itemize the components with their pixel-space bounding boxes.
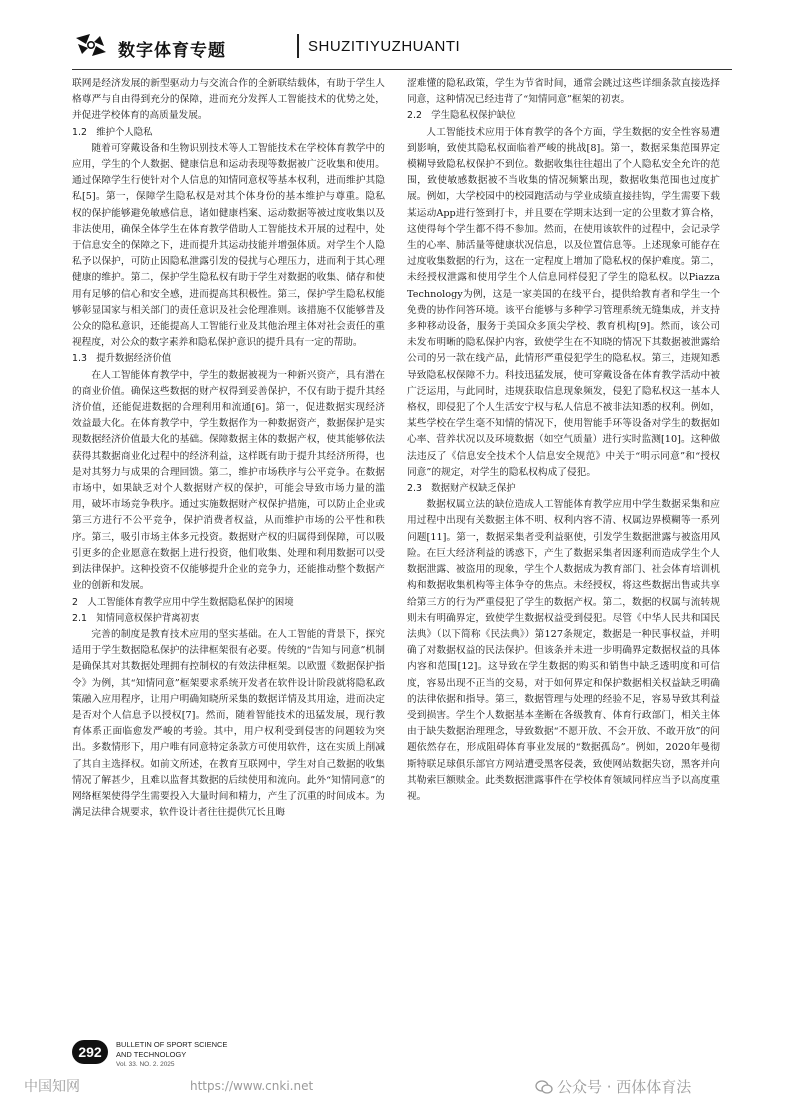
section-heading: 2.2 学生隐私权保护缺位 <box>407 110 516 122</box>
paragraph-continued: 联网是经济发展的新型驱动力与交流合作的全新联结载体，有助于学生人格尊严与自由得到充分的保障，进而充分发挥人工智能技术的优势之处，并促进学校体育的高质量发展。 <box>72 78 385 122</box>
wechat-watermark <box>535 1076 691 1097</box>
wechat-watermark-text: 公众号 · 西体体育法 <box>557 1078 692 1096</box>
volume-info: Vol. 33. NO. 2. 2025 <box>116 1061 175 1068</box>
section-heading: 2 人工智能体育教学应用中学生数据隐私保护的困境 <box>72 596 294 608</box>
bulletin-line-2: AND TECHNOLOGY <box>116 1050 187 1059</box>
bulletin-line-1: BULLETIN OF SPORT SCIENCE <box>116 1040 228 1049</box>
paragraph: 数据权属立法的缺位造成人工智能体育教学应用中学生数据采集和应用过程中出现有关数据主体不明、权利内容不清、权属边界模糊等一系列问题[11]。第一，数据采集者受利益驱使，引发学生数据泄露与被盗用风险。在巨大经济利益的诱惑下，产生了数据采集者因逐利而造成学生个人数据泄露、被盗用的现象，学生个人数据成为教育部门、社会体育培训机构和数据收集机构等主体争夺的焦点。未经授权，将这些数据出售或共享给第三方的行为严重侵犯了学生的数据产权。第二，数据的权属与流转规则未有明确界定，致使学生数据权益受到侵犯。尽管《中华人民共和国民法典》（以下简称《民法典》）第127条规定，数据是一种民事权益，并明确了对数据权益的民法保护。但该条并未进一步明确界定数据权益的具体内容和范围[12]。这导致在学生数据的购买和销售中缺乏透明度和可信度，容易出现不正当的交易，对于如何界定和保护数据相关权益缺乏明确的法律依据和指导。第三，数据管理与处理的经验不足，容易导致其利益受到损害。学生个人数据基本垄断在各级教育、体育行政部门，相关主体由于缺失数据治理理念，导致数据“不愿开放、不会开放、不敢开放”的问题依然存在，形成阻碍体育事业发展的“数据孤岛”。例如，2020年曼彻斯特联足球俱乐部官方网站遭受黑客侵袭，致使网站数据失窃，黑客并向其勒索巨额赎金。此类数据泄露事件在学校体育领域同样应当予以高度重视。 <box>407 499 720 802</box>
section-heading: 1.3 提升数据经济价值 <box>72 353 172 365</box>
page-footer <box>72 1040 402 1080</box>
right-column <box>407 76 720 1040</box>
cnki-watermark: 中国知网 <box>24 1079 80 1095</box>
paragraph: 随着可穿戴设备和生物识别技术等人工智能技术在学校体育教学中的应用，学生的个人数据、健康信息和运动表现等数据被广泛收集和使用。通过保障学生行使针对个人信息的知情同意权等基本权利，进而维护其隐私[5]。第一，保障学生隐私权是对其个体身份的基本维护与尊重。隐私权的保护能够避免敏感信息，诸如健康档案、运动数据等被过度收集以及非法使用，确保全体学生在体育教学借助人工智能技术开展的过程中，处于信息安全的保障之下，进而提升其运动技能并增强体质。对学生个人隐私予以保护，可防止因隐私泄露引发的侵扰与心理压力，进而利于其心理健康的维护。第二，保护学生隐私权有助于学生对数据的收集、储存和使用有足够的信心和安全感，进而提高其积极性。第三，保护学生隐私权能够彰显国家与相关部门的责任意识及社会伦理准则。该措施不仅能够普及公众的隐私意识，还能提高人工智能行业及其他治理主体对社会责任的重视程度，对公众的数字素养和隐私保护意识的提升具有一定的帮助。 <box>72 142 385 349</box>
left-column <box>72 76 385 1040</box>
journal-bulletin <box>116 1040 227 1070</box>
paragraph-continued: 涩难懂的隐私政策，学生为节省时间，通常会跳过这些详细条款直接选择同意，这种情况已经违背了“知情同意”框架的初衷。 <box>407 78 720 106</box>
journal-header <box>72 30 732 66</box>
page-number: 292 <box>72 1040 108 1064</box>
journal-title-en: SHUZITIYUZHUANTI <box>308 38 461 55</box>
paragraph: 完善的制度是教育技术应用的坚实基础。在人工智能的背景下，探究适用于学生数据隐私保护的法律框架很有必要。传统的“告知与同意”机制是确保其对其数据处理拥有控制权的有效法律框架。以欧盟《数据保护指令》为例，其“知情同意”框架要求系统开发者在软件设计阶段就将隐私政策融入应用程序，让用户明确知晓所采集的数据详情及其用途，进而决定是否对个人信息予以授权[7]。然而，随着智能技术的迅猛发展，现行教育体系正面临愈发严峻的考验。其中，用户权利受到侵害的问题较为突出。多数情形下，用户唯有同意特定条款方可使用软件，这在实质上削减了其自主选择权。如前文所述，在教育互联网中，学生对自己数据的收集情况了解甚少，且难以监督其数据的后续使用和流向。此外“知情同意”的网络框架使得学生需要投入大量时间和精力，产生了沉重的时间成本。为满足法律合规要求，软件设计者往往提供冗长且晦 <box>72 628 385 819</box>
journal-logo-icon <box>72 30 110 60</box>
wechat-icon <box>535 1080 553 1094</box>
paragraph: 在人工智能体育教学中，学生的数据被视为一种新兴资产，具有潜在的商业价值。确保这些数据的财产权得到妥善保护，不仅有助于提升其经济价值，还能促进数据的合理利用和流通[6]。第一，促进数据实现经济效益最大化。在体育教学中，学生数据作为一种数据资产，数据保护是实现数据经济价值最大化的基础。保障数据主体的数据产权，使其能够依法获得其数据商业化过程中的经济利益，这样既有助于提升其经济所得，也是对其努力与成果的合理回馈。第二，维护市场秩序与公平竞争。在数据市场中，如果缺乏对个人数据财产权的保护，可能会导致市场力量的滥用，破坏市场竞争秩序。通过实施数据财产权保护措施，可以防止企业或第三方进行不公平竞争，保护消费者权益，从而维护市场的公平性和秩序。第三，吸引市场主体多元投资。数据财产权的归属得到保障，可以吸引更多的企业愿意在数据上进行投资，他们收集、处理和利用数据可以受到法律保护。这种投资不仅能够提升企业的竞争力，还能推动整个数据产业的创新和发展。 <box>72 369 385 592</box>
journal-title-cn: 数字体育专题 <box>118 41 226 61</box>
section-heading: 2.1 知情同意权保护背离初衷 <box>72 612 200 624</box>
header-rule <box>72 69 732 70</box>
header-separator <box>297 34 299 58</box>
section-heading: 1.2 维护个人隐私 <box>72 126 153 138</box>
section-heading: 2.3 数据财产权缺乏保护 <box>407 483 516 495</box>
paragraph: 人工智能技术应用于体育教学的各个方面，学生数据的安全性容易遭到影响，致使其隐私权面临着严峻的挑战[8]。第一，数据采集范围界定模糊导致隐私权保护不到位。数据收集往往超出了个人隐私安全允许的范围，致使敏感数据被不当收集的情况频繁出现，数据收集范围也过度扩展。例如，大学校园中的校园跑活动与学业成绩直接挂钩，学生需要下载某运动App进行签到打卡，并且要在学期末达到一定的公里数才算合格，这使得每个学生都不得不参加。然而，在使用该软件的过程中，会记录学生的心率、肺活量等健康状况信息，以及位置信息等。上述现象可能存在过度收集数据的行为，这在一定程度上增加了隐私权的保护难度。第二，未经授权泄露和使用学生个人信息同样侵犯了学生的隐私权。以Piazza Technology为例，这是一家美国的在线平台，提供给教育者和学生一个免费的协作问答环境。该平台能够与多种学习管理系统无缝集成，并支持多种移动设备，服务于美国众多顶尖学校、教育机构[9]。然而，该公司未发布明晰的隐私保护内容，致使学生在不知晓的情况下其数据被泄露给公司的另一款在线产品，此情形严重侵犯学生的隐私权。第三，违规知悉导致隐私权保障不力。科技迅猛发展，使可穿戴设备在体育教学活动中被广泛运用，与此同时，违规获取信息现象频发，侵犯了隐私权这一基本人格权，即侵犯了个人生活安宁权与私人信息不被非法知悉的权利。例如，某些学校在学生毫不知情的情况下，使用智能手环等设备对学生的数据如心率、营养状况以及环境数据（如空气质量）进行实时监测[10]。这种做法违反了《信息安全技术个人信息安全规范》中关于“明示同意”和“授权同意”的规定，对学生的隐私权构成了侵犯。 <box>407 126 720 478</box>
cnki-url-watermark: https://www.cnki.net <box>190 1079 314 1093</box>
